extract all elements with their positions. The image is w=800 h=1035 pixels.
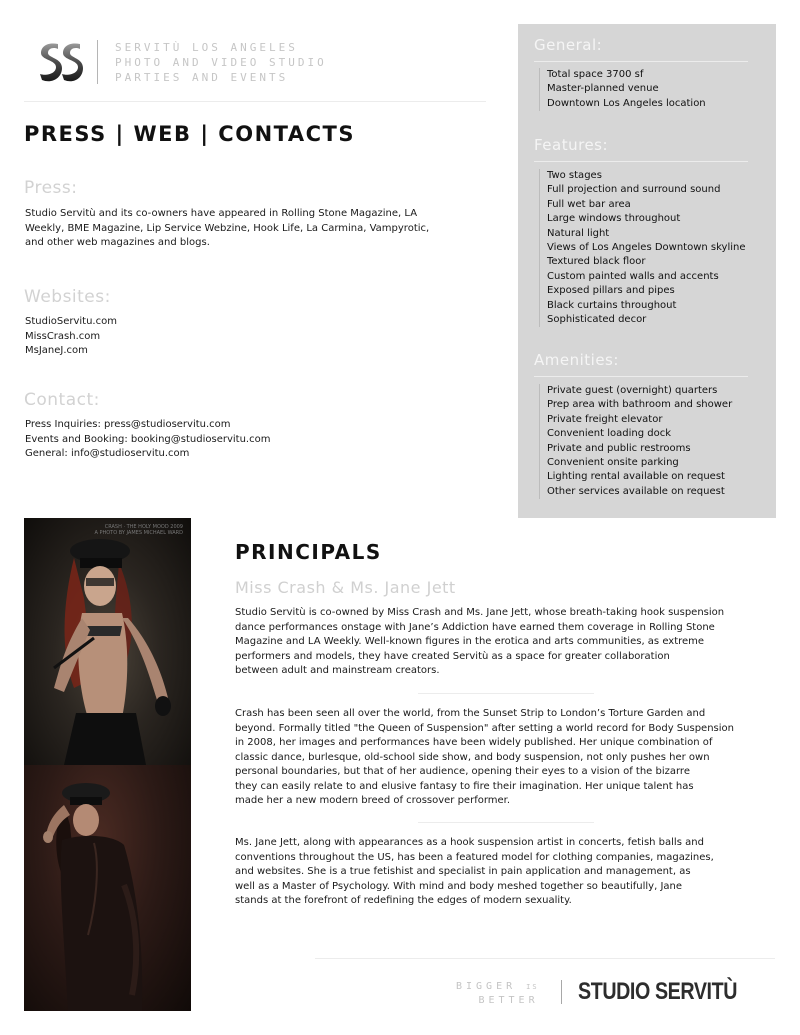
amenity-item: Lighting rental available on request	[547, 471, 725, 483]
press-line: and other web magazines and blogs.	[25, 237, 210, 248]
press-text	[25, 207, 429, 251]
paragraph-divider	[418, 822, 594, 823]
paragraph-line: Crash has been seen all over the world, from the Sunset Strip to London’s Torture Garden and	[235, 708, 706, 719]
jane-bio-paragraph	[235, 836, 714, 909]
contact-press[interactable]: Press Inquiries: press@studioservitu.com	[25, 419, 231, 430]
feature-item: Exposed pillars and pipes	[547, 285, 675, 297]
paragraph-line: performers and models, they have created Servitù as a space for greater collaboration	[235, 650, 670, 662]
paragraph-line: personal boundaries, but that of her audience, opening their eyes to a vision of the bizarre	[235, 766, 690, 777]
feature-item: Two stages	[547, 170, 602, 181]
press-line: Weekly, BME Magazine, Lip Service Webzine, Hook Life, La Carmina, Vampyrotic,	[25, 222, 430, 234]
principals-subtitle: Miss Crash & Ms. Jane Jett	[235, 578, 456, 597]
contact-list	[25, 418, 270, 462]
studio-servitu-logo: STUDIO SERVITÙ	[578, 978, 738, 1005]
press-line: Studio Servitù and its co-owners have appeared in Rolling Stone Magazine, LA	[25, 208, 418, 219]
tagline-line: SERVITÙ LOS ANGELES	[115, 41, 298, 54]
feature-item: Textured black floor	[547, 256, 646, 268]
website-link[interactable]: StudioServitu.com	[25, 316, 117, 327]
paragraph-line: Magazine and LA Weekly. Well-known figures in the erotica and arts communities, as extreme	[235, 636, 705, 647]
paragraph-line: dance performances onstage with Jane’s Addiction have earned them coverage in Rolling Stone	[235, 621, 715, 633]
paragraph-line: stands at the forefront of redefining the edges of modern sexuality.	[235, 895, 572, 906]
page-title: PRESS | WEB | CONTACTS	[24, 122, 355, 146]
paragraph-line: well as a Master of Psychology. With mind and body meshed together so beautifully, Jane	[235, 880, 683, 892]
paragraph-line: Studio Servitù is co-owned by Miss Crash and Ms. Jane Jett, whose breath-taking hook suspension	[235, 607, 725, 618]
website-link[interactable]: MsJaneJ.com	[25, 345, 88, 356]
websites-list	[25, 315, 117, 359]
feature-item: Sophisticated decor	[547, 314, 647, 326]
features-list	[539, 169, 746, 327]
paragraph-line: conventions throughout the US, has been a featured model for clothing companies, magazines,	[235, 851, 714, 863]
principals-intro-paragraph	[235, 606, 724, 679]
paragraph-line: and websites. She is a true fetishist and specialist in pain application and management, as	[235, 866, 691, 877]
amenity-item: Other services available on request	[547, 485, 725, 497]
paragraph-line: they can easily relate to and elusive fantasy to fire their imagination. Her unique talent has	[235, 780, 694, 792]
contact-heading: Contact:	[24, 390, 100, 410]
amenity-item: Convenient onsite parking	[547, 457, 679, 469]
woman-in-military-cap-photo-icon	[24, 518, 191, 765]
press-heading: Press:	[24, 178, 78, 198]
slogan-word: BIGGER	[456, 981, 517, 992]
general-item: Downtown Los Angeles location	[547, 97, 706, 109]
amenity-item: Private guest (overnight) quarters	[547, 385, 718, 396]
contact-general[interactable]: General: info@studioservitu.com	[25, 448, 190, 459]
website-link[interactable]: MissCrash.com	[25, 330, 101, 342]
woman-in-dark-coat-photo-icon	[24, 765, 191, 1011]
feature-item: Large windows throughout	[547, 213, 681, 225]
general-item: Total space 3700 sf	[547, 69, 644, 80]
footer-slogan	[456, 980, 539, 1007]
tagline-line: PHOTO AND VIDEO STUDIO	[115, 56, 327, 69]
feature-item: Views of Los Angeles Downtown skyline	[547, 242, 746, 254]
miss-crash-photo	[24, 518, 191, 765]
general-list	[539, 68, 706, 111]
features-heading: Features:	[534, 136, 609, 154]
feature-item: Full projection and surround sound	[547, 184, 721, 196]
amenity-item: Private and public restrooms	[547, 442, 691, 454]
amenities-heading: Amenities:	[534, 351, 619, 369]
sidebar-divider	[534, 161, 748, 162]
paragraph-line: classic dance, burlesque, old-school side show, and body suspension, not only pushes her own	[235, 751, 710, 763]
crash-bio-paragraph	[235, 707, 734, 809]
amenities-list	[539, 384, 732, 499]
photo-caption-line: CRASH · THE HOLY MOOD 2009	[104, 524, 183, 530]
footer-logo-divider	[561, 980, 562, 1004]
header-divider	[24, 101, 486, 102]
photo-caption-line: A PHOTO BY JAMES MICHAEL WARD	[94, 530, 183, 536]
slogan-word: BETTER	[478, 995, 539, 1006]
paragraph-line: between adult and mainstream creators.	[235, 665, 440, 676]
ss-monogram-logo-icon	[38, 38, 84, 86]
footer-divider	[315, 958, 775, 959]
sidebar-divider	[534, 376, 748, 377]
photo-caption	[94, 524, 183, 536]
sidebar-divider	[534, 61, 748, 62]
studio-tagline	[115, 40, 327, 85]
feature-item: Black curtains throughout	[547, 299, 677, 311]
websites-heading: Websites:	[24, 287, 111, 307]
general-item: Master-planned venue	[547, 83, 659, 95]
paragraph-line: Ms. Jane Jett, along with appearances as a hook suspension artist in concerts, fetish balls and	[235, 837, 704, 848]
ms-jane-jett-photo	[24, 765, 191, 1011]
feature-item: Custom painted walls and accents	[547, 270, 719, 282]
feature-item: Natural light	[547, 227, 610, 239]
tagline-line: PARTIES AND EVENTS	[115, 71, 289, 84]
slogan-word: IS	[526, 983, 539, 991]
paragraph-divider	[418, 693, 594, 694]
principals-title: PRINCIPALS	[235, 540, 382, 564]
contact-booking[interactable]: Events and Booking: booking@studioservitu.com	[25, 433, 271, 445]
logo-divider	[97, 40, 98, 84]
amenity-item: Convenient loading dock	[547, 428, 671, 440]
paragraph-line: made her a new modern breed of crossover performer.	[235, 795, 511, 806]
feature-item: Full wet bar area	[547, 198, 631, 210]
paragraph-line: beyond. Formally titled "the Queen of Suspension" after setting a world record for Body Suspension	[235, 722, 734, 734]
amenity-item: Private freight elevator	[547, 413, 663, 425]
paragraph-line: in 2008, her images and performances have been widely published. Her unique combination of	[235, 737, 713, 748]
general-heading: General:	[534, 36, 603, 54]
venue-info-sidebar	[518, 24, 776, 518]
amenity-item: Prep area with bathroom and shower	[547, 399, 733, 411]
